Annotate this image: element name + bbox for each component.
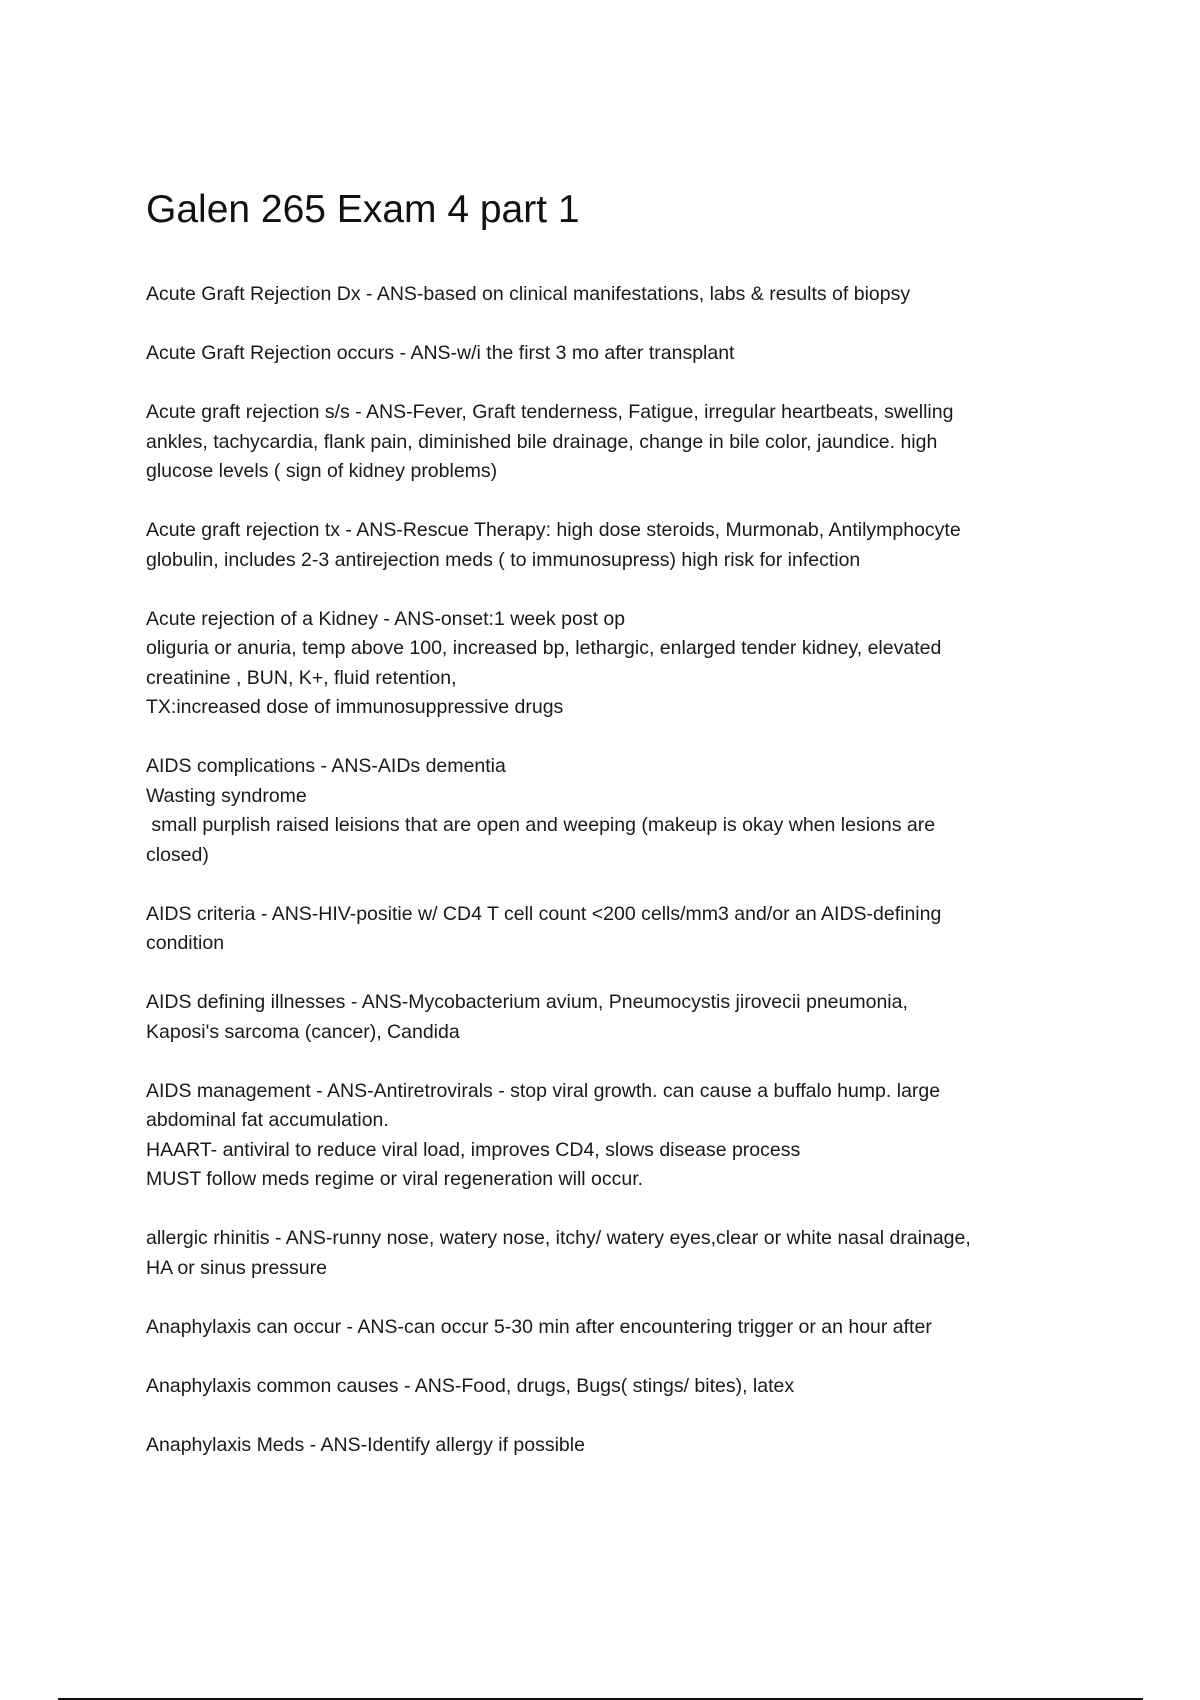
flashcard-entry — [146, 339, 1096, 369]
flashcard-list — [146, 280, 1096, 1490]
entry-text-line: HA or sinus pressure — [146, 1256, 327, 1279]
entry-text-line: condition — [146, 932, 225, 954]
entry-text-line: ankles, tachycardia, flank pain, diminished bile drainage, change in bile color, jaundice. high — [146, 430, 938, 453]
entry-text-line: MUST follow meds regime or viral regeneration will occur. — [146, 1168, 644, 1190]
flashcard-entry — [146, 398, 1096, 487]
entry-term-line: Anaphylaxis Meds - ANS-Identify allergy if possible — [146, 1433, 585, 1456]
entry-text-line: glucose levels ( sign of kidney problems) — [146, 460, 498, 482]
entry-text-line: Wasting syndrome — [146, 784, 307, 807]
entry-term-line: AIDS complications - ANS-AIDs dementia — [146, 755, 506, 777]
flashcard-entry — [146, 988, 1096, 1047]
entry-term-line: Acute Graft Rejection Dx - ANS-based on clinical manifestations, labs & results of biopsy — [146, 283, 911, 305]
entry-term-line: Acute rejection of a Kidney - ANS-onset:1 week post op — [146, 607, 626, 630]
entry-term-line: allergic rhinitis - ANS-runny nose, watery nose, itchy/ watery eyes,clear or white nasal drainage, — [146, 1227, 971, 1249]
entry-text-line: closed) — [146, 843, 209, 866]
flashcard-entry — [146, 1372, 1096, 1402]
entry-term-line: Acute graft rejection s/s - ANS-Fever, Graft tenderness, Fatigue, irregular heartbeats, swelling — [146, 401, 954, 423]
entry-term-line: AIDS management - ANS-Antiretrovirals - stop viral growth. can cause a buffalo hump. large — [146, 1079, 941, 1102]
entry-text-line: creatinine , BUN, K+, fluid retention, — [146, 666, 457, 689]
flashcard-entry — [146, 280, 1096, 310]
entry-text-line: oliguria or anuria, temp above 100, increased bp, lethargic, enlarged tender kidney, elevated — [146, 637, 942, 659]
flashcard-entry — [146, 605, 1096, 723]
flashcard-entry — [146, 516, 1096, 575]
entry-term-line: AIDS criteria - ANS-HIV-positie w/ CD4 T cell count <200 cells/mm3 and/or an AIDS-defining — [146, 902, 942, 925]
entry-text-line: abdominal fat accumulation. — [146, 1109, 389, 1131]
entry-text-line: globulin, includes 2-3 antirejection meds ( to immunosupress) high risk for infection — [146, 548, 861, 571]
flashcard-entry — [146, 1077, 1096, 1195]
entry-text-line: Kaposi's sarcoma (cancer), Candida — [146, 1020, 460, 1043]
flashcard-entry — [146, 752, 1096, 870]
entry-text-line: small purplish raised leisions that are open and weeping (makeup is okay when lesions are — [146, 814, 936, 836]
entry-term-line: Acute graft rejection tx - ANS-Rescue Therapy: high dose steroids, Murmonab, Antilymphocyte — [146, 519, 961, 541]
entry-term-line: Anaphylaxis can occur - ANS-can occur 5-30 min after encountering trigger or an hour after — [146, 1315, 932, 1338]
flashcard-entry — [146, 1431, 1096, 1461]
entry-text-line: HAART- antiviral to reduce viral load, improves CD4, slows disease process — [146, 1138, 801, 1161]
flashcard-entry — [146, 900, 1096, 959]
page-title: Galen 265 Exam 4 part 1 — [146, 188, 580, 231]
entry-term-line: AIDS defining illnesses - ANS-Mycobacterium avium, Pneumocystis jirovecii pneumonia, — [146, 991, 908, 1013]
entry-term-line: Acute Graft Rejection occurs - ANS-w/i the first 3 mo after transplant — [146, 342, 735, 364]
flashcard-entry — [146, 1224, 1096, 1283]
flashcard-entry — [146, 1313, 1096, 1343]
entry-term-line: Anaphylaxis common causes - ANS-Food, drugs, Bugs( stings/ bites), latex — [146, 1374, 795, 1397]
entry-text-line: TX:increased dose of immunosuppressive drugs — [146, 696, 564, 718]
